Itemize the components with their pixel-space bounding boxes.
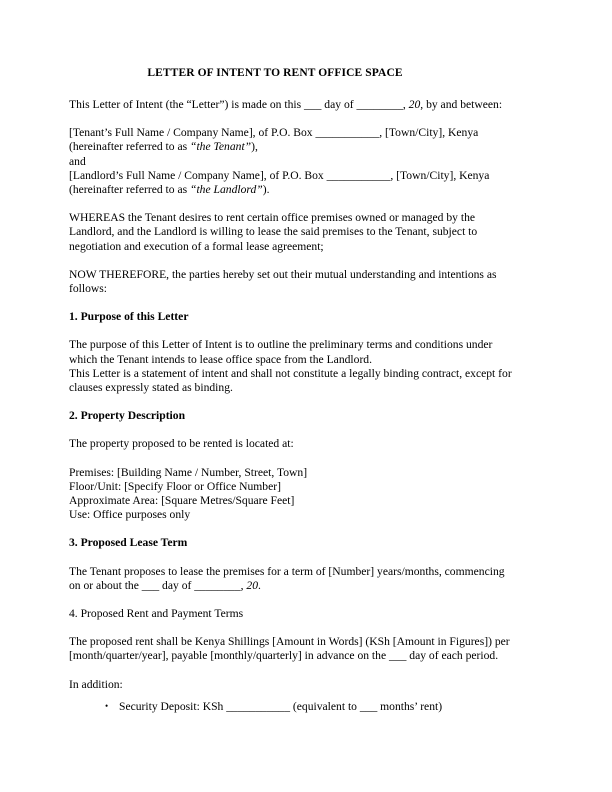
intro-prefix: This Letter of Intent (the “Letter”) is made on this ___ day of ________, [69,98,409,111]
additional-terms-list [69,700,512,714]
landlord-line-2 [69,183,514,197]
intro-suffix: , by and between: [420,98,503,111]
landlord-line-2-prefix: (hereinafter referred to as [69,183,191,197]
section-heading-3: 3. Proposed Lease Term [69,536,188,550]
whereas-paragraph: WHEREAS the Tenant desires to rent certain office premises owned or managed by the Landlord, and the Landlord is willing to lease the said premises to the Tenant, subject to negotiation and execution of a formal lease agreement; [69,211,478,253]
spacer [69,522,512,536]
spacer [69,551,512,565]
section-2-paragraph-1: The property proposed to be rented is located at: [69,437,294,451]
spacer [69,112,512,126]
intro-paragraph [69,98,514,112]
section-3-paragraph-1 [69,565,514,593]
property-detail-premises: Premises: [Building Name / Number, Street, Town] [69,465,308,479]
spacer [69,324,512,338]
lease-term-prefix: The Tenant proposes to lease the premises for a term of [Number] years/months, commencing on or about the ___ day of ________, [69,564,505,592]
spacer [69,80,512,98]
intro-year: 20 [408,98,421,111]
list-item: • Security Deposit: KSh ___________ (equivalent to ___ months’ rent) [105,700,512,714]
spacer [69,395,512,409]
section-heading-4: 4. Proposed Rent and Payment Terms [69,607,244,621]
and-connector: and [69,154,86,168]
landlord-line-1: [Landlord’s Full Name / Company Name], of P.O. Box ___________, [Town/City], Kenya [69,168,490,182]
landlord-defined-term: “the Landlord” [190,183,263,197]
page-title: LETTER OF INTENT TO RENT OFFICE SPACE [147,67,403,79]
spacer [69,452,512,466]
landlord-line-2-suffix: ). [262,183,270,197]
tenant-line-2-prefix: (hereinafter referred to as [69,140,191,154]
spacer [69,254,512,268]
in-addition-label: In addition: [69,677,123,691]
section-1-paragraph-2: This Letter is a statement of intent and shall not constitute a legally binding contract, except for clauses expressly stated as binding. [69,366,512,395]
spacer [69,593,512,607]
lease-term-suffix: . [258,578,261,592]
section-1-paragraph-1: The purpose of this Letter of Intent is to outline the preliminary terms and conditions under which the Tenant intends to lease office space from the Landlord. [69,338,493,366]
property-detail-use: Use: Office purposes only [69,508,191,522]
lease-term-year: 20 [246,578,259,592]
section-4-paragraph-1: The proposed rent shall be Kenya Shillings [Amount in Words] (KSh [Amount in Figures]) per [month/quarter/year], payable [monthly/quarterly] in advance on the ___ day of each period. [69,635,510,663]
tenant-defined-term: “the Tenant” [190,140,252,154]
spacer [69,621,512,635]
spacer [69,197,512,211]
property-detail-floor-unit: Floor/Unit: [Specify Floor or Office Number] [69,479,281,493]
property-detail-area: Approximate Area: [Square Metres/Square Feet] [69,494,295,508]
section-heading-1: 1. Purpose of this Letter [69,310,189,324]
spacer [69,664,512,678]
now-therefore-paragraph: NOW THEREFORE, the parties hereby set out their mutual understanding and intentions as follows: [69,267,497,296]
spacer [69,423,512,437]
spacer [69,296,512,310]
section-heading-2: 2. Property Description [69,409,186,423]
tenant-line-2-suffix: ), [251,140,258,154]
tenant-line-1: [Tenant’s Full Name / Company Name], of P.O. Box ___________, [Town/City], Kenya [69,126,479,140]
tenant-line-2 [69,140,514,154]
spacer [69,692,512,700]
